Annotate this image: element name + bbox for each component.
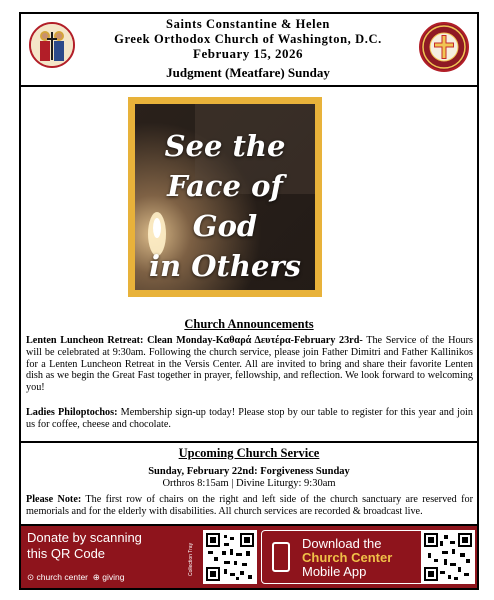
church-center-icon: ⊙ (27, 572, 35, 582)
feature-photo (135, 104, 315, 290)
luncheon-announcement (26, 335, 473, 394)
service-heading: Upcoming Church Service (178, 446, 320, 460)
header-text (81, 17, 415, 80)
luncheon-body: The Service of the Hours will be celebrated at 9:30am. Following the church service, please join Father Dimitri and Father Kallinikos for a Lenten Luncheon Retreat in the Versis Center. All are invited to bring and share their favorite Lenten dish as we begin the Great Fast together in prayer, fellowship, and reflection. We look forward to welcoming you! (26, 335, 473, 394)
service-note-label: Please Note: (26, 494, 82, 505)
service-times-line: Orthros 8:15am | Divine Liturgy: 9:30am (162, 478, 336, 489)
bulletin-body (19, 87, 479, 585)
service-date-line: Sunday, February 22nd: Forgiveness Sunday (148, 466, 350, 477)
sunday-name: Judgment (Meatfare) Sunday (166, 64, 330, 80)
bulletin-date: February 15, 2026 (193, 46, 303, 61)
giving-banner (19, 524, 479, 590)
phone-icon (272, 542, 290, 572)
saints-icon (29, 22, 75, 68)
luncheon-title: Lenten Luncheon Retreat: Clean Monday-Καθαρά Δευτέρα-February 23rd- (26, 335, 363, 346)
app-download-box (261, 530, 431, 584)
giving-qr-code[interactable] (203, 530, 257, 584)
announcements-heading: Church Announcements (184, 317, 314, 331)
donate-line1: Donate by scanning (27, 530, 142, 545)
app-line3: Mobile App (302, 564, 367, 579)
philoptochos-announcement (26, 407, 473, 431)
archdiocese-seal-icon (419, 22, 469, 72)
donate-text (27, 530, 142, 562)
app-line2: Church Center (302, 550, 393, 565)
church-center-brand (27, 572, 124, 583)
bulletin-header (19, 12, 479, 87)
collection-tray-label: Collection Tray (188, 542, 194, 576)
church-center-label: church center (36, 572, 88, 582)
app-line1: Download the (302, 536, 382, 551)
giving-label: giving (102, 572, 125, 582)
philoptochos-title: Ladies Philoptochos: (26, 407, 118, 418)
giving-icon: ⊕ (92, 572, 100, 582)
app-download-text (302, 537, 392, 579)
parish-name-line2: Greek Orthodox Church of Washington, D.C. (114, 31, 382, 46)
philoptochos-body: Membership sign-up today! Please stop by our table to register for this year and join us for coffee, cheese and chocolate. (26, 407, 473, 430)
service-note-body: The first row of chairs on the right and left side of the church sanctuary are reserved for memorials and for the elderly with disabilities. All church services are recorded & broadcast live. (26, 494, 473, 517)
feature-image (128, 97, 322, 297)
app-qr-code[interactable] (421, 530, 475, 584)
parish-name-line1: Saints Constantine & Helen (166, 17, 330, 31)
donate-line2: this QR Code (27, 546, 106, 561)
section-divider (21, 441, 477, 443)
feature-title: See the Face of God in Others (149, 129, 301, 283)
service-note (26, 494, 473, 518)
